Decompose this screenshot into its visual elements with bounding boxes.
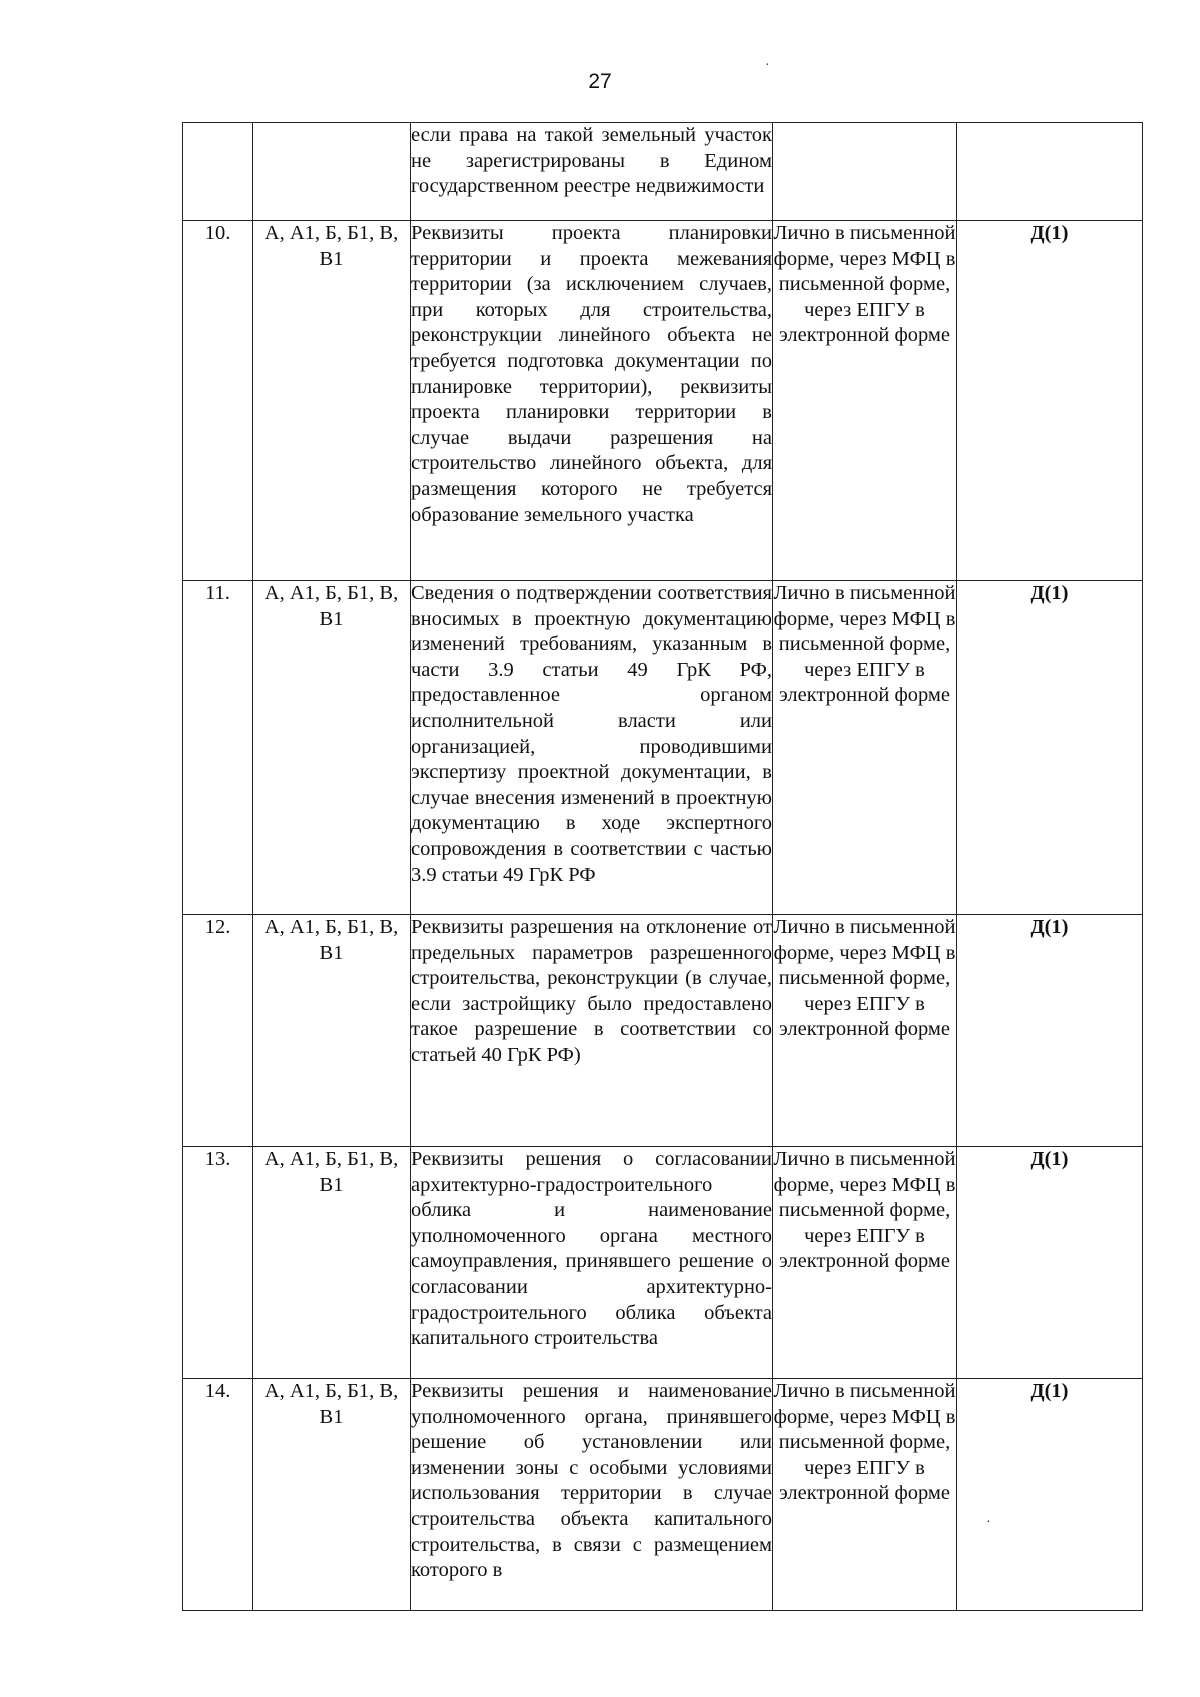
scan-artifact-dot: · <box>765 58 770 73</box>
row-code: Д(1) <box>957 581 1143 915</box>
row-code: Д(1) <box>957 915 1143 1147</box>
row-number <box>183 123 253 221</box>
scan-artifact-dot: · <box>986 1515 991 1530</box>
row-number: 12. <box>183 915 253 1147</box>
row-categories: А, А1, Б, Б1, В, В1 <box>253 1147 411 1379</box>
table-row <box>183 581 1143 915</box>
row-categories: А, А1, Б, Б1, В, В1 <box>253 915 411 1147</box>
row-submission-method: Лично в письменной форме, через МФЦ в письменной форме, через ЕПГУ в электронной форме <box>773 1147 957 1379</box>
row-number: 13. <box>183 1147 253 1379</box>
table-row <box>183 221 1143 581</box>
row-description: Реквизиты проекта планировки территории и проекта межевания территории (за исключением случаев, при которых для строительства, реконструкции линейного объекта не требуется подготовка документации по планировке территории), реквизиты проекта планировки территории в случае выдачи разрешения на строительство линейного объекта, для размещения которого не требуется образование земельного участка <box>411 221 773 581</box>
row-description: Реквизиты решения о согласовании архитектурно-градостроительного облика и наименование уполномоченного органа местного самоуправления, принявшего решение о согласовании архитектурно-градостроительного облика объекта капитального строительства <box>411 1147 773 1379</box>
row-submission-method: Лично в письменной форме, через МФЦ в письменной форме, через ЕПГУ в электронной форме <box>773 581 957 915</box>
row-categories: А, А1, Б, Б1, В, В1 <box>253 221 411 581</box>
row-categories <box>253 123 411 221</box>
table-row <box>183 1147 1143 1379</box>
row-code: Д(1) <box>957 221 1143 581</box>
page-number: 27 <box>588 70 612 93</box>
row-code: Д(1) <box>957 1379 1143 1611</box>
table-row <box>183 915 1143 1147</box>
row-submission-method: Лично в письменной форме, через МФЦ в письменной форме, через ЕПГУ в электронной форме <box>773 1379 957 1611</box>
row-description: Реквизиты решения и наименование уполномоченного органа, принявшего решение об установлении или изменении зоны с особыми условиями использования территории в случае строительства объекта капитального строительства, в связи с размещением которого в <box>411 1379 773 1611</box>
row-submission-method: Лично в письменной форме, через МФЦ в письменной форме, через ЕПГУ в электронной форме <box>773 221 957 581</box>
row-code: Д(1) <box>957 1147 1143 1379</box>
requirements-table <box>182 122 1143 1611</box>
row-categories: А, А1, Б, Б1, В, В1 <box>253 581 411 915</box>
row-code <box>957 123 1143 221</box>
table-row <box>183 1379 1143 1611</box>
row-submission-method <box>773 123 957 221</box>
table-row <box>183 123 1143 221</box>
row-number: 11. <box>183 581 253 915</box>
row-number: 10. <box>183 221 253 581</box>
row-number: 14. <box>183 1379 253 1611</box>
row-submission-method: Лично в письменной форме, через МФЦ в письменной форме, через ЕПГУ в электронной форме <box>773 915 957 1147</box>
row-description: Реквизиты разрешения на отклонение от предельных параметров разрешенного строительства, реконструкции (в случае, если застройщику было предоставлено такое разрешение в соответствии со статьей 40 ГрК РФ) <box>411 915 773 1147</box>
row-description: Сведения о подтверждении соответствия вносимых в проектную документацию изменений требованиям, указанным в части 3.9 статьи 49 ГрК РФ, предоставленное органом исполнительной власти или организацией, проводившими экспертизу проектной документации, в случае внесения изменений в проектную документацию в ходе экспертного сопровождения в соответствии с частью 3.9 статьи 49 ГрК РФ <box>411 581 773 915</box>
row-description: если права на такой земельный участок не зарегистрированы в Едином государственном реестре недвижимости <box>411 123 773 221</box>
row-categories: А, А1, Б, Б1, В, В1 <box>253 1379 411 1611</box>
